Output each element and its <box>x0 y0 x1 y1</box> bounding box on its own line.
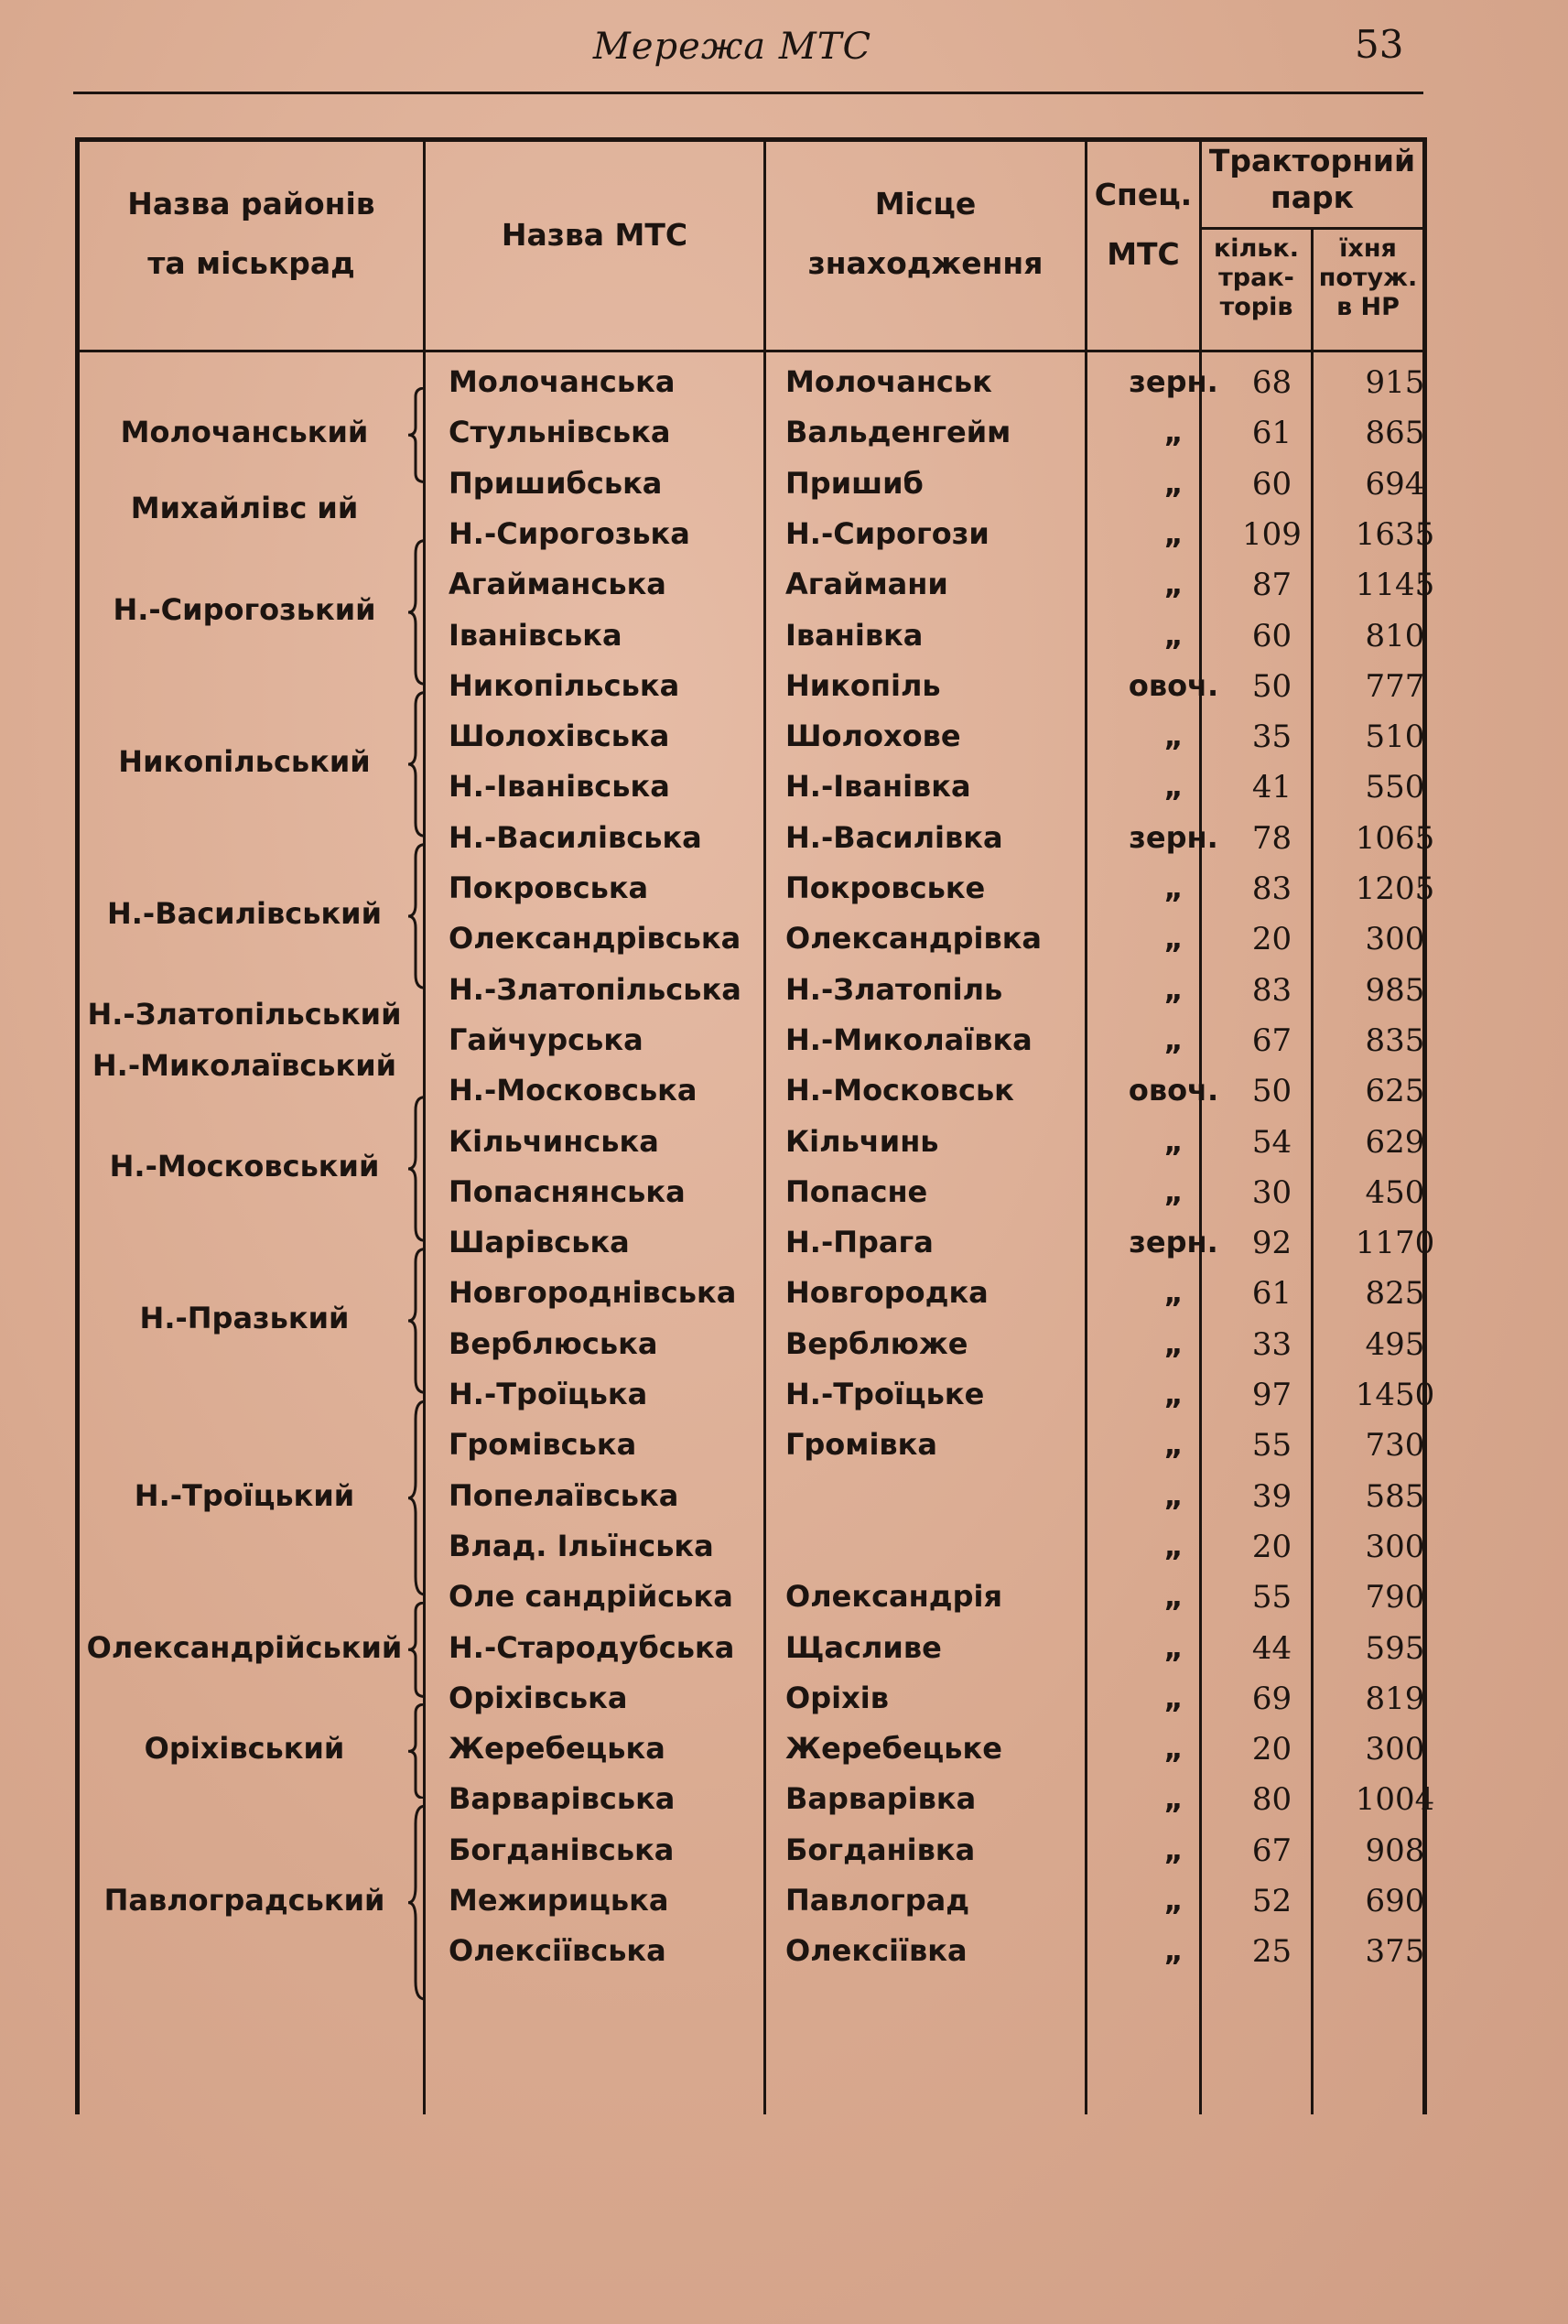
location: Жеребецьке <box>785 1731 1002 1767</box>
brace-icon <box>405 1248 428 1394</box>
horsepower: 1065 <box>1355 819 1435 857</box>
location: Покровське <box>785 870 986 905</box>
district-name: Молочанський <box>120 415 369 450</box>
location: Пришиб <box>785 465 924 501</box>
header-count-line: кільк. <box>1213 234 1299 263</box>
horsepower: 730 <box>1365 1427 1425 1465</box>
page-header <box>0 0 1568 101</box>
district-name: Н.-Миколаївський <box>92 1047 397 1083</box>
horsepower: 810 <box>1365 617 1425 654</box>
location: Попасне <box>785 1173 928 1209</box>
tractor-count: 55 <box>1251 1427 1292 1465</box>
location: Павлоград <box>785 1883 970 1918</box>
brace-icon <box>405 387 428 483</box>
horsepower: 790 <box>1365 1579 1425 1616</box>
header-rule <box>73 92 1423 94</box>
horsepower: 1205 <box>1355 870 1435 907</box>
mts-name: Н.-Іванівська <box>449 769 670 805</box>
district-name: Павлоградський <box>103 1883 385 1918</box>
mts-name: Стульнівська <box>449 415 671 450</box>
specialization: „ <box>1163 1579 1184 1615</box>
location: Н.-Московськ <box>785 1073 1014 1108</box>
location: Кільчинь <box>785 1123 939 1159</box>
district-name: Н.-Московський <box>109 1149 380 1184</box>
specialization: зерн. <box>1129 819 1218 855</box>
district-name: Никопільський <box>118 743 371 779</box>
specialization: „ <box>1163 1173 1184 1209</box>
specialization: „ <box>1163 465 1184 501</box>
specialization: „ <box>1163 971 1184 1007</box>
tractor-count: 83 <box>1251 971 1292 1009</box>
header-district-line: Назва районів <box>127 186 375 222</box>
location: Варварівка <box>785 1781 977 1817</box>
horsepower: 1170 <box>1355 1225 1435 1262</box>
specialization: „ <box>1163 515 1184 551</box>
horsepower: 825 <box>1365 1275 1425 1313</box>
mts-name: Верблюська <box>449 1325 658 1361</box>
specialization: овоч. <box>1128 667 1219 703</box>
horsepower: 300 <box>1365 921 1425 958</box>
brace-icon <box>405 1602 428 1698</box>
header-power-line: їхня <box>1339 234 1397 263</box>
tractor-count: 54 <box>1251 1123 1292 1161</box>
tractor-count: 50 <box>1251 667 1292 705</box>
district-name: Н.-Сирогозький <box>113 591 376 627</box>
header-location-line: Місце <box>874 186 977 222</box>
specialization: „ <box>1163 1883 1184 1918</box>
mts-name: Пришибська <box>449 465 663 501</box>
location: Никопіль <box>785 667 941 703</box>
tractor-count: 78 <box>1251 819 1292 857</box>
location: Вальденгейм <box>785 415 1011 450</box>
mts-name: Н.-Сирогозька <box>449 515 690 551</box>
header-district-line: та міськрад <box>147 244 355 281</box>
horsepower: 1450 <box>1355 1377 1435 1413</box>
location: Н.-Прага <box>785 1225 934 1260</box>
horsepower: 985 <box>1365 971 1425 1009</box>
location: Верблюже <box>785 1325 968 1361</box>
running-title: Мережа МТС <box>592 26 872 68</box>
tractor-count: 20 <box>1251 921 1292 958</box>
brace-icon <box>405 843 428 989</box>
mts-name: Кільчинська <box>449 1123 659 1159</box>
specialization: „ <box>1163 617 1184 653</box>
horsepower: 1004 <box>1355 1781 1435 1819</box>
tractor-count: 83 <box>1251 870 1292 907</box>
tractor-count: 61 <box>1251 415 1292 452</box>
location: Н.-Троїцьке <box>785 1377 985 1411</box>
location: Олександрія <box>785 1579 1002 1615</box>
mts-name: Н.-Златопільська <box>449 971 741 1007</box>
brace-icon <box>405 691 428 838</box>
tractor-count: 67 <box>1251 1832 1292 1869</box>
tractor-count: 30 <box>1251 1173 1292 1211</box>
header-count-line: трак- <box>1218 263 1294 292</box>
mts-name: Гайчурська <box>449 1021 643 1057</box>
mts-name: Олександрівська <box>449 921 741 957</box>
tractor-count: 39 <box>1251 1477 1292 1515</box>
tractor-count: 50 <box>1251 1073 1292 1110</box>
brace-icon <box>405 1400 428 1596</box>
district-name: Н.-Празький <box>139 1301 350 1336</box>
brace-icon <box>405 539 428 686</box>
horsepower: 495 <box>1365 1325 1425 1363</box>
header-location-line: знаходження <box>807 244 1044 281</box>
specialization: „ <box>1163 1528 1184 1563</box>
header-spec-line: Спец. <box>1094 177 1193 212</box>
specialization: „ <box>1163 1731 1184 1767</box>
specialization: „ <box>1163 1832 1184 1867</box>
tractor-count: 25 <box>1251 1933 1292 1971</box>
specialization: „ <box>1163 567 1184 602</box>
specialization: „ <box>1163 1781 1184 1817</box>
horsepower: 550 <box>1365 769 1425 806</box>
location: Н.-Василівка <box>785 819 1003 855</box>
tractor-count: 80 <box>1251 1781 1292 1819</box>
mts-name: Жеребецька <box>449 1731 665 1767</box>
mts-name: Шолохівська <box>449 719 670 754</box>
specialization: зерн. <box>1129 364 1218 399</box>
tractor-count: 61 <box>1251 1275 1292 1313</box>
horsepower: 690 <box>1365 1883 1425 1919</box>
horsepower: 1145 <box>1355 567 1435 604</box>
tractor-count: 52 <box>1251 1883 1292 1919</box>
location: Агаймани <box>785 567 948 602</box>
mts-name: Новгороднівська <box>449 1275 737 1311</box>
tractor-count: 87 <box>1251 567 1292 604</box>
location: Молочанськ <box>785 364 992 399</box>
header-power-line: в НР <box>1336 292 1400 321</box>
location: Н.-Іванівка <box>785 769 971 805</box>
mts-name: Никопільська <box>449 667 680 703</box>
mts-name: Н.-Василівська <box>449 819 702 855</box>
mts-name: Попаснянська <box>449 1173 686 1209</box>
header-power-line: потуж. <box>1318 263 1418 292</box>
table-body <box>75 137 1435 2114</box>
mts-name: Влад. Ільїнська <box>449 1528 714 1563</box>
tractor-count: 44 <box>1251 1629 1292 1667</box>
tractor-count: 41 <box>1251 769 1292 806</box>
mts-name: Н.-Московська <box>449 1073 697 1108</box>
tractor-count: 92 <box>1251 1225 1292 1262</box>
horsepower: 865 <box>1365 415 1425 452</box>
header-mts-name: Назва МТС <box>501 217 688 253</box>
horsepower: 585 <box>1365 1477 1425 1515</box>
location: Олександрівка <box>785 921 1043 957</box>
location: Н.-Миколаївка <box>785 1021 1033 1057</box>
specialization: „ <box>1163 1933 1184 1969</box>
district-name: Н.-Троїцький <box>134 1477 355 1513</box>
tractor-count: 97 <box>1251 1377 1292 1413</box>
horsepower: 908 <box>1365 1832 1425 1869</box>
tractor-count: 60 <box>1251 465 1292 503</box>
header-count-line: торів <box>1219 292 1293 321</box>
mts-name: Н.-Стародубська <box>449 1629 735 1665</box>
tractor-count: 55 <box>1251 1579 1292 1616</box>
location: Оріхів <box>785 1680 889 1715</box>
page-number: 53 <box>1355 22 1404 67</box>
brace-icon <box>405 1804 428 2001</box>
tractor-count: 20 <box>1251 1731 1292 1768</box>
brace-icon <box>405 1096 428 1242</box>
specialization: „ <box>1163 1629 1184 1665</box>
horsepower: 450 <box>1365 1173 1425 1211</box>
horsepower: 819 <box>1365 1680 1425 1717</box>
location: Шолохове <box>785 719 961 754</box>
district-name: Н.-Златопільський <box>87 997 402 1032</box>
horsepower: 694 <box>1365 465 1425 503</box>
tractor-count: 20 <box>1251 1528 1292 1565</box>
specialization: „ <box>1163 870 1184 905</box>
specialization: „ <box>1163 719 1184 754</box>
header-tractor-park-line: Тракторний <box>1208 143 1416 178</box>
mts-name: Покровська <box>449 870 649 905</box>
horsepower: 915 <box>1365 364 1425 401</box>
horsepower: 510 <box>1365 719 1425 756</box>
horsepower: 595 <box>1365 1629 1425 1667</box>
mts-name: Варварівська <box>449 1781 676 1817</box>
specialization: „ <box>1163 1021 1184 1057</box>
district-name: Олександрійський <box>86 1629 403 1665</box>
district-name: Н.-Василівський <box>106 895 382 931</box>
mts-name: Олексіївська <box>449 1933 666 1969</box>
horsepower: 375 <box>1365 1933 1425 1971</box>
tractor-count: 33 <box>1251 1325 1292 1363</box>
specialization: „ <box>1163 1325 1184 1361</box>
location: Н.-Златопіль <box>785 971 1003 1007</box>
mts-name: Громівська <box>449 1427 637 1463</box>
district-name: Оріхівський <box>144 1731 345 1767</box>
location: Олексіївка <box>785 1933 968 1969</box>
mts-name: Оріхівська <box>449 1680 628 1715</box>
location: Щасливе <box>785 1629 942 1665</box>
specialization: „ <box>1163 921 1184 957</box>
mts-name: Оле сандрійська <box>449 1579 733 1615</box>
tractor-count: 35 <box>1251 719 1292 756</box>
mts-name: Агайманська <box>449 567 666 602</box>
horsepower: 835 <box>1365 1021 1425 1059</box>
location: Іванівка <box>785 617 924 653</box>
mts-name: Межирицька <box>449 1883 669 1918</box>
brace-icon <box>405 1703 428 1800</box>
location: Новгородка <box>785 1275 989 1311</box>
horsepower: 625 <box>1365 1073 1425 1110</box>
location: Богданівка <box>785 1832 976 1867</box>
tractor-count: 60 <box>1251 617 1292 654</box>
mts-name: Іванівська <box>449 617 622 653</box>
specialization: „ <box>1163 415 1184 450</box>
mts-name: Шарівська <box>449 1225 630 1260</box>
location: Громівка <box>785 1427 937 1463</box>
mts-name: Богданівська <box>449 1832 675 1867</box>
horsepower: 629 <box>1365 1123 1425 1161</box>
mts-table <box>75 137 1435 2114</box>
tractor-count: 69 <box>1251 1680 1292 1717</box>
tractor-count: 68 <box>1251 364 1292 401</box>
specialization: „ <box>1163 1275 1184 1311</box>
horsepower: 777 <box>1365 667 1425 705</box>
specialization: зерн. <box>1129 1225 1218 1260</box>
mts-name: Молочанська <box>449 364 676 399</box>
specialization: „ <box>1163 1123 1184 1159</box>
mts-name: Н.-Троїцька <box>449 1377 648 1411</box>
district-name: Михайлівс ий <box>130 491 359 526</box>
specialization: „ <box>1163 769 1184 805</box>
location: Н.-Сирогози <box>785 515 989 551</box>
specialization: „ <box>1163 1680 1184 1715</box>
tractor-count: 67 <box>1251 1021 1292 1059</box>
header-spec-line: МТС <box>1107 235 1180 272</box>
specialization: „ <box>1163 1427 1184 1463</box>
horsepower: 1635 <box>1355 515 1435 553</box>
tractor-count: 109 <box>1242 515 1302 553</box>
header-tractor-park-line: парк <box>1270 178 1355 215</box>
mts-name: Попелаївська <box>449 1477 679 1513</box>
specialization: „ <box>1163 1377 1184 1411</box>
specialization: овоч. <box>1128 1073 1219 1108</box>
specialization: „ <box>1163 1477 1184 1513</box>
horsepower: 300 <box>1365 1528 1425 1565</box>
horsepower: 300 <box>1365 1731 1425 1768</box>
